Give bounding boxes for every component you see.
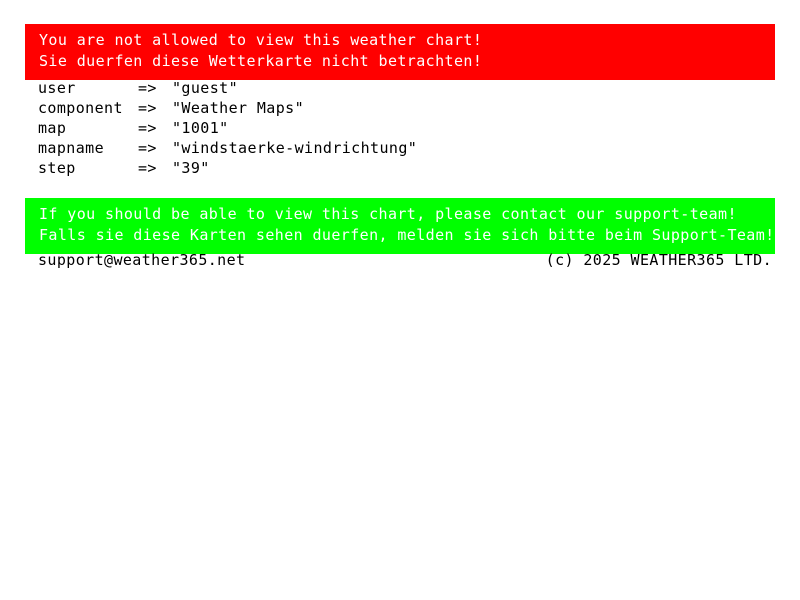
table-row xyxy=(38,158,417,178)
param-value-step: "39" xyxy=(172,159,210,177)
info-banner-line-en: If you should be able to view this chart, please contact our support-team! xyxy=(39,205,737,223)
error-banner xyxy=(25,24,775,80)
param-arrow-step: => xyxy=(138,159,157,177)
param-value-map: "1001" xyxy=(172,119,229,137)
parameter-table xyxy=(38,78,417,178)
table-row xyxy=(38,78,417,98)
error-banner-line-en: You are not allowed to view this weather chart! xyxy=(39,31,483,49)
param-key-user: user xyxy=(38,79,76,97)
param-value-mapname: "windstaerke-windrichtung" xyxy=(172,139,418,157)
param-arrow-user: => xyxy=(138,79,157,97)
table-row xyxy=(38,118,417,138)
table-row xyxy=(38,138,417,158)
param-key-map: map xyxy=(38,119,67,137)
footer xyxy=(38,250,772,270)
param-value-user: "guest" xyxy=(172,79,239,97)
param-key-mapname: mapname xyxy=(38,139,105,157)
error-banner-line-de: Sie duerfen diese Wetterkarte nicht betrachten! xyxy=(39,52,483,70)
param-arrow-mapname: => xyxy=(138,139,157,157)
param-arrow-map: => xyxy=(138,119,157,137)
param-arrow-component: => xyxy=(138,99,157,117)
table-row xyxy=(38,98,417,118)
copyright-text: (c) 2025 WEATHER365 LTD. xyxy=(545,251,772,269)
param-key-step: step xyxy=(38,159,76,177)
support-email-link[interactable]: support@weather365.net xyxy=(38,251,246,269)
param-key-component: component xyxy=(38,99,123,117)
param-value-component: "Weather Maps" xyxy=(172,99,305,117)
info-banner xyxy=(25,198,775,254)
info-banner-line-de: Falls sie diese Karten sehen duerfen, melden sie sich bitte beim Support-Team! xyxy=(39,226,775,244)
